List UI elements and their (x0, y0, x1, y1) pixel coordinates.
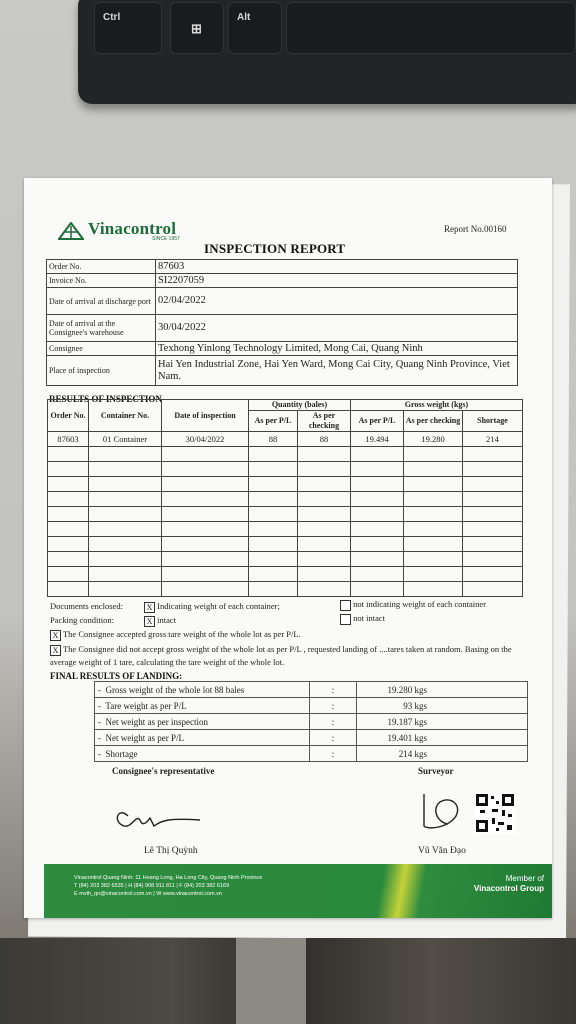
background-legs (0, 938, 576, 1024)
footer-contact (74, 874, 262, 898)
final-value-text: 19.280 (387, 684, 413, 695)
consignee-signature (110, 796, 220, 836)
final-unit: kgs (414, 732, 427, 743)
final-value (357, 714, 528, 730)
checkbox-indicating-weight: X (144, 602, 155, 613)
cell-order: 87603 (48, 432, 89, 447)
checkbox-not-indicating-weight (340, 600, 351, 611)
final-results-table (94, 681, 528, 762)
final-colon: : (310, 746, 357, 762)
ctrl-key-label: Ctrl (103, 12, 121, 23)
final-label (95, 698, 310, 714)
info-row (47, 315, 518, 342)
final-label (95, 682, 310, 698)
surveyor-name: Vũ Văn Đạo (418, 846, 466, 856)
checkbox-not-accepted: X (50, 645, 61, 656)
info-label: Place of inspection (47, 356, 156, 386)
table-row (95, 730, 528, 746)
checkbox-intact: X (144, 616, 155, 627)
final-value-text: 214 (398, 748, 413, 759)
final-dash: - (98, 748, 101, 759)
table-row (48, 507, 523, 522)
final-colon: : (310, 714, 357, 730)
vinacontrol-logo-icon (58, 222, 84, 240)
info-row (47, 260, 518, 274)
final-label (95, 730, 310, 746)
results-title: RESULTS OF INSPECTION (49, 394, 162, 404)
final-value (357, 682, 528, 698)
indicating-weight-label: Indicating weight of each container; (157, 601, 280, 611)
report-number: Report No.00160 (444, 224, 507, 234)
info-label: Consignee (47, 342, 156, 356)
final-unit: kgs (414, 748, 427, 759)
table-row (48, 582, 523, 597)
final-dash: - (98, 732, 101, 743)
member-of: Member of (505, 874, 544, 883)
table-row (95, 682, 528, 698)
info-table (46, 259, 518, 386)
final-value-text: 93 (403, 700, 413, 711)
table-row (48, 567, 523, 582)
checkbox-not-intact (340, 614, 351, 625)
consignee-not-accepted (50, 643, 520, 668)
final-label-text: Net weight as per inspection (105, 716, 208, 727)
col-gross-checking: As per checking (404, 411, 463, 432)
packing-intact (144, 615, 176, 627)
packing-condition-label: Packing condition: (50, 615, 114, 625)
info-value: 02/04/2022 (156, 288, 518, 315)
col-gross-weight: Gross weight (kgs) (351, 400, 523, 411)
info-label: Invoice No. (47, 274, 156, 288)
info-row (47, 342, 518, 356)
info-value: 30/04/2022 (156, 315, 518, 342)
table-row (95, 746, 528, 762)
info-value: Texhong Yinlong Technology Limited, Mong Cai, Quang Ninh (156, 342, 518, 356)
space-key (286, 2, 576, 54)
table-row (48, 477, 523, 492)
footer-member (474, 874, 544, 894)
accepted-text: The Consignee accepted gross tare weight of the whole lot as per P/L. (62, 629, 301, 639)
final-value-text: 19.401 (387, 732, 413, 743)
col-gross-pl: As per P/L (351, 411, 404, 432)
checkbox-accepted: X (50, 630, 61, 641)
table-row (48, 522, 523, 537)
info-value: SI2207059 (156, 274, 518, 288)
final-unit: kgs (414, 684, 427, 695)
final-dash: - (98, 716, 101, 727)
final-label-text: Gross weight of the whole lot 88 bales (105, 684, 245, 695)
col-order: Order No. (48, 400, 89, 432)
final-dash: - (98, 700, 101, 711)
footer-email-web: E mvth_qn@vinacontrol.com.vn | W www.vinacontrol.com.vn (74, 891, 222, 897)
col-date: Date of inspection (162, 400, 249, 432)
table-row (48, 462, 523, 477)
documents-opt1 (144, 601, 280, 613)
surveyor-signature (418, 786, 468, 836)
table-row (48, 447, 523, 462)
cell-qty-checking: 88 (298, 432, 351, 447)
final-dash: - (98, 684, 101, 695)
final-label-text: Tare weight as per P/L (105, 700, 187, 711)
col-shortage: Shortage (463, 411, 523, 432)
cell-date: 30/04/2022 (162, 432, 249, 447)
info-value: Hai Yen Industrial Zone, Hai Yen Ward, Mong Cai City, Quang Ninh Province, Viet Nam. (156, 356, 518, 386)
table-row (95, 714, 528, 730)
final-results-title: FINAL RESULTS OF LANDING: (50, 671, 183, 681)
final-label-text: Net weight as per P/L (105, 732, 184, 743)
final-unit: kgs (414, 700, 427, 711)
table-row (48, 552, 523, 567)
table-row (48, 537, 523, 552)
final-label (95, 714, 310, 730)
keyboard (78, 0, 576, 104)
table-row (95, 698, 528, 714)
final-colon: : (310, 682, 357, 698)
final-value (357, 730, 528, 746)
floor-gap (236, 938, 306, 1024)
intact-label: intact (157, 615, 177, 625)
documents-enclosed-label: Documents enclosed: (50, 601, 123, 611)
results-table (47, 399, 523, 597)
col-qty-checking: As per checking (298, 411, 351, 432)
packing-not-intact (340, 613, 385, 625)
not-indicating-weight-label: not indicating weight of each container (353, 599, 487, 609)
info-label: Date of arrival at discharge port (47, 288, 156, 315)
info-label: Order No. (47, 260, 156, 274)
cell-gross-pl: 19.494 (351, 432, 404, 447)
col-qty-pl: As per P/L (249, 411, 298, 432)
consignee-accepted (50, 629, 520, 641)
windows-icon: ⊞ (191, 21, 202, 36)
not-intact-label: not intact (353, 613, 385, 623)
final-value (357, 746, 528, 762)
inspection-report-page (24, 178, 552, 918)
cell-container: 01 Container (89, 432, 162, 447)
cell-gross-checking: 19.280 (404, 432, 463, 447)
info-row (47, 274, 518, 288)
surveyor-label: Surveyor (418, 766, 454, 776)
col-container: Container No. (89, 400, 162, 432)
final-label (95, 746, 310, 762)
alt-key-label: Alt (237, 12, 251, 23)
final-label-text: Shortage (105, 748, 138, 759)
footer-address: Vinacontrol Quang Ninh: 11 Hoang Long, Ha Long City, Quang Ninh Province (74, 875, 263, 881)
table-row (48, 432, 523, 447)
col-quantity: Quantity (bales) (249, 400, 351, 411)
ctrl-key (94, 2, 162, 54)
final-colon: : (310, 730, 357, 746)
final-value-text: 19.187 (387, 716, 413, 727)
brand-since: SINCE 1957 (152, 236, 180, 242)
windows-key (170, 2, 224, 54)
info-row (47, 356, 518, 386)
qr-code-icon (474, 792, 516, 834)
member-group: Vinacontrol Group (473, 884, 544, 893)
consignee-rep-label: Consignee's representative (112, 766, 215, 776)
final-colon: : (310, 698, 357, 714)
info-row (47, 288, 518, 315)
alt-key (228, 2, 282, 54)
info-value: 87603 (156, 260, 518, 274)
cell-qty-pl: 88 (249, 432, 298, 447)
cell-shortage: 214 (463, 432, 523, 447)
not-accepted-text: The Consignee did not accept gross weight of the whole lot as per P/L , requested landing of ....tares taken at random. Basing on the average weight of 1 tare, calculating the tare weight of the whole lot. (50, 644, 512, 667)
results-header-row (48, 400, 523, 411)
footer-band (44, 864, 552, 918)
consignee-name: Lê Thị Quỳnh (144, 846, 198, 856)
info-label: Date of arrival at the Consignee's warehouse (47, 315, 156, 342)
table-row (48, 492, 523, 507)
documents-opt2 (340, 599, 486, 611)
footer-phones: T (84) 203 382 6535 | H (84) 908 911 811 | F (84) 203 382 6169 (74, 883, 230, 889)
final-unit: kgs (414, 716, 427, 727)
report-title: INSPECTION REPORT (204, 241, 346, 256)
brand-name: Vinacontrol (88, 219, 177, 238)
final-value (357, 698, 528, 714)
